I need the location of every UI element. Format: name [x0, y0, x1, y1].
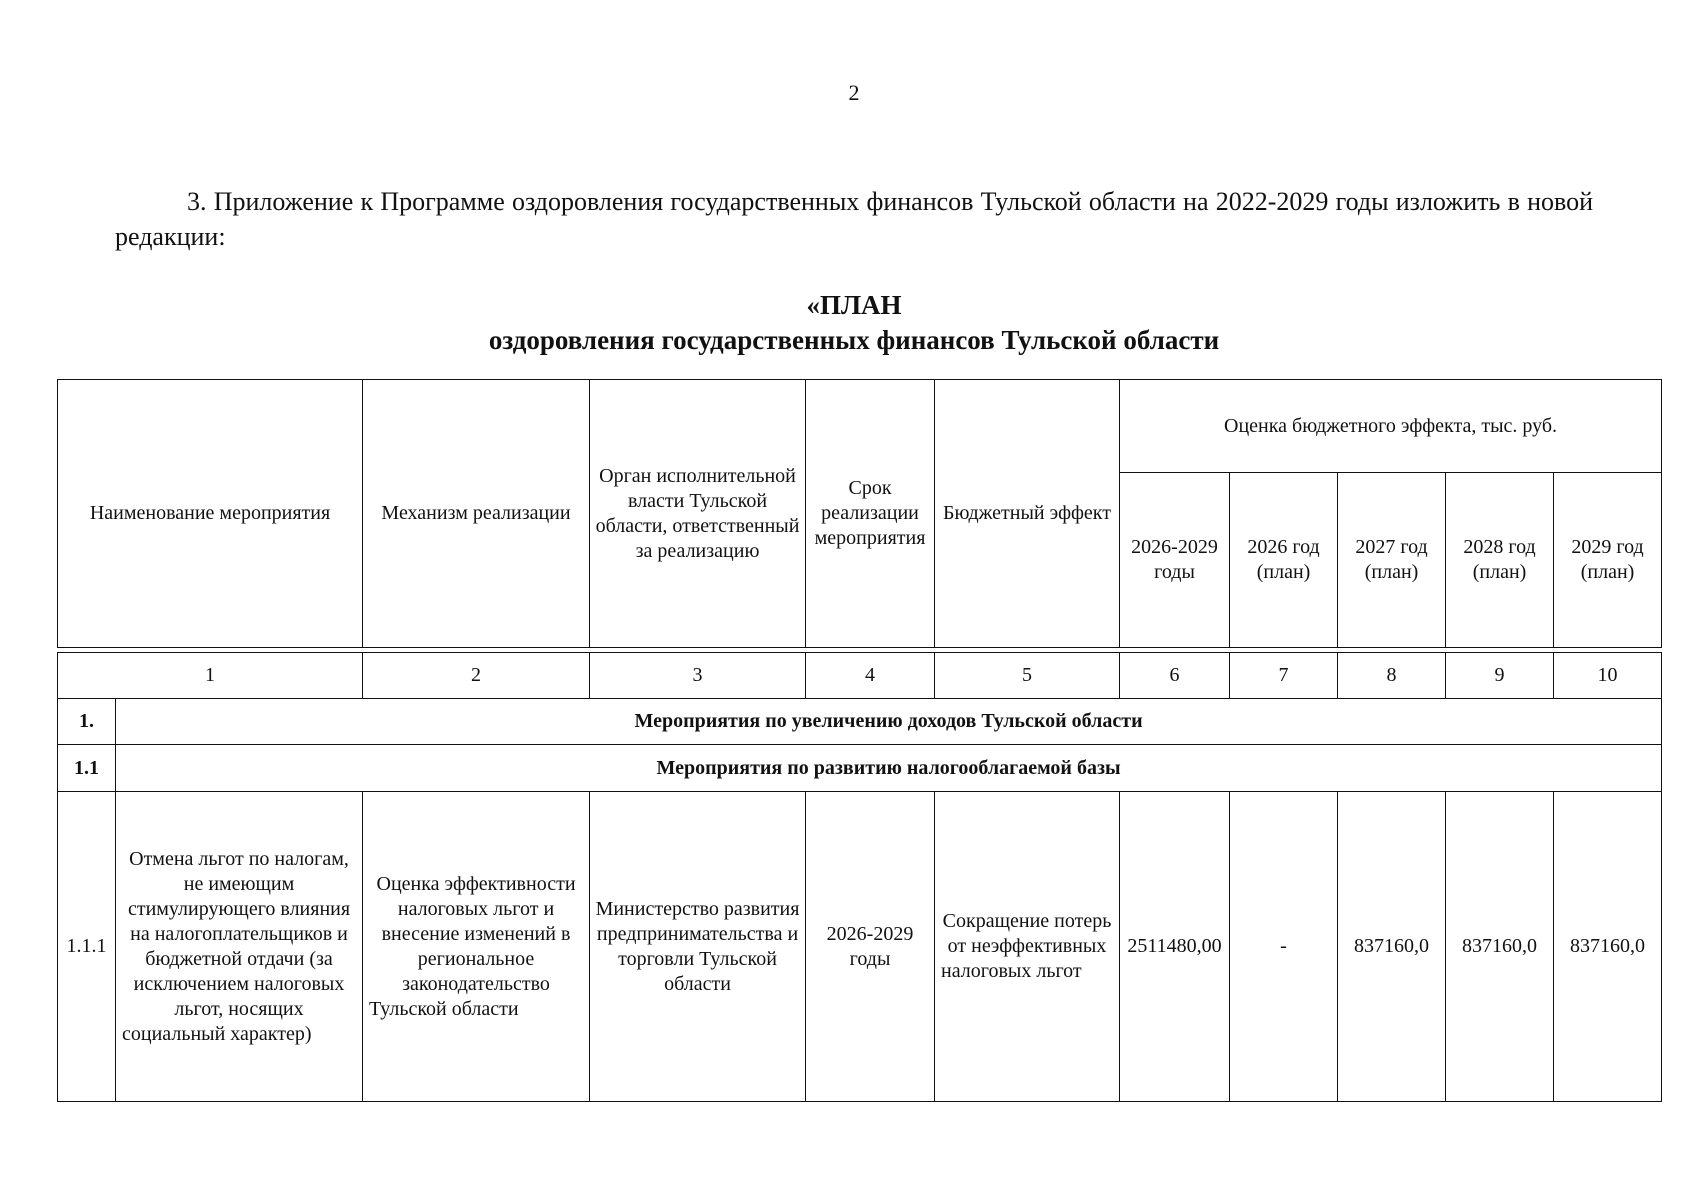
section-number-1-1: 1.1: [58, 745, 116, 792]
header-mechanism: Механизм реализации: [363, 380, 590, 648]
header-name: Наименование мероприятия: [58, 380, 363, 648]
column-number-10: 10: [1554, 653, 1662, 699]
row-effect: Сокращение потерь от неэффективных налоговых льгот: [935, 792, 1120, 1102]
row-2028: 837160,0: [1446, 792, 1554, 1102]
row-total: 2511480,00: [1120, 792, 1230, 1102]
section-title-1-1: Мероприятия по развитию налогооблагаемой базы: [116, 745, 1662, 792]
plan-title-line1: «ПЛАН: [806, 290, 902, 320]
row-name: Отмена льгот по налогам, не имеющим стимулирующего влияния на налогоплательщиков и бюджетной отдачи (за исключением налоговых льгот, носящих социальный характер): [116, 792, 363, 1102]
header-2028: 2028 год (план): [1446, 473, 1554, 648]
header-organ: Орган исполнительной власти Тульской области, ответственный за реализацию: [590, 380, 806, 648]
row-2027: 837160,0: [1338, 792, 1446, 1102]
header-2027: 2027 год (план): [1338, 473, 1446, 648]
row-2029: 837160,0: [1554, 792, 1662, 1102]
header-effect: Бюджетный эффект: [935, 380, 1120, 648]
row-2026: -: [1230, 792, 1338, 1102]
header-term: Срок реализации мероприятия: [806, 380, 935, 648]
column-number-2: 2: [363, 653, 590, 699]
column-number-3: 3: [590, 653, 806, 699]
plan-title-line2: оздоровления государственных финансов Тульской области: [488, 325, 1220, 355]
section-row-1: [58, 699, 1662, 745]
section-row-1-1: [58, 745, 1662, 792]
column-number-4: 4: [806, 653, 935, 699]
plan-title: [0, 288, 1708, 358]
column-number-6: 6: [1120, 653, 1230, 699]
plan-table: [57, 379, 1662, 1102]
row-term: 2026-2029 годы: [806, 792, 935, 1102]
column-number-1: 1: [58, 653, 363, 699]
header-2029: 2029 год (план): [1554, 473, 1662, 648]
row-mechanism: Оценка эффективности налоговых льгот и внесение изменений в региональное законодательство Тульской области: [363, 792, 590, 1102]
header-2026: 2026 год (план): [1230, 473, 1338, 648]
section-title-1: Мероприятия по увеличению доходов Тульской области: [116, 699, 1662, 745]
page-number: 2: [848, 80, 860, 105]
row-number: 1.1.1: [58, 792, 116, 1102]
row-organ: Министерство развития предпринимательства и торговли Тульской области: [590, 792, 806, 1102]
header-row-1: [58, 380, 1662, 473]
header-years-total: 2026-2029 годы: [1120, 473, 1230, 648]
column-number-7: 7: [1230, 653, 1338, 699]
section-number-1: 1.: [58, 699, 116, 745]
column-number-9: 9: [1446, 653, 1554, 699]
header-estimate-group: Оценка бюджетного эффекта, тыс. руб.: [1120, 380, 1662, 473]
intro-paragraph: 3. Приложение к Программе оздоровления государственных финансов Тульской области на 2022-2029 годы изложить в новой редакции:: [115, 187, 1593, 251]
table-row: [58, 792, 1662, 1102]
column-number-5: 5: [935, 653, 1120, 699]
column-number-row: [58, 653, 1662, 699]
column-number-8: 8: [1338, 653, 1446, 699]
